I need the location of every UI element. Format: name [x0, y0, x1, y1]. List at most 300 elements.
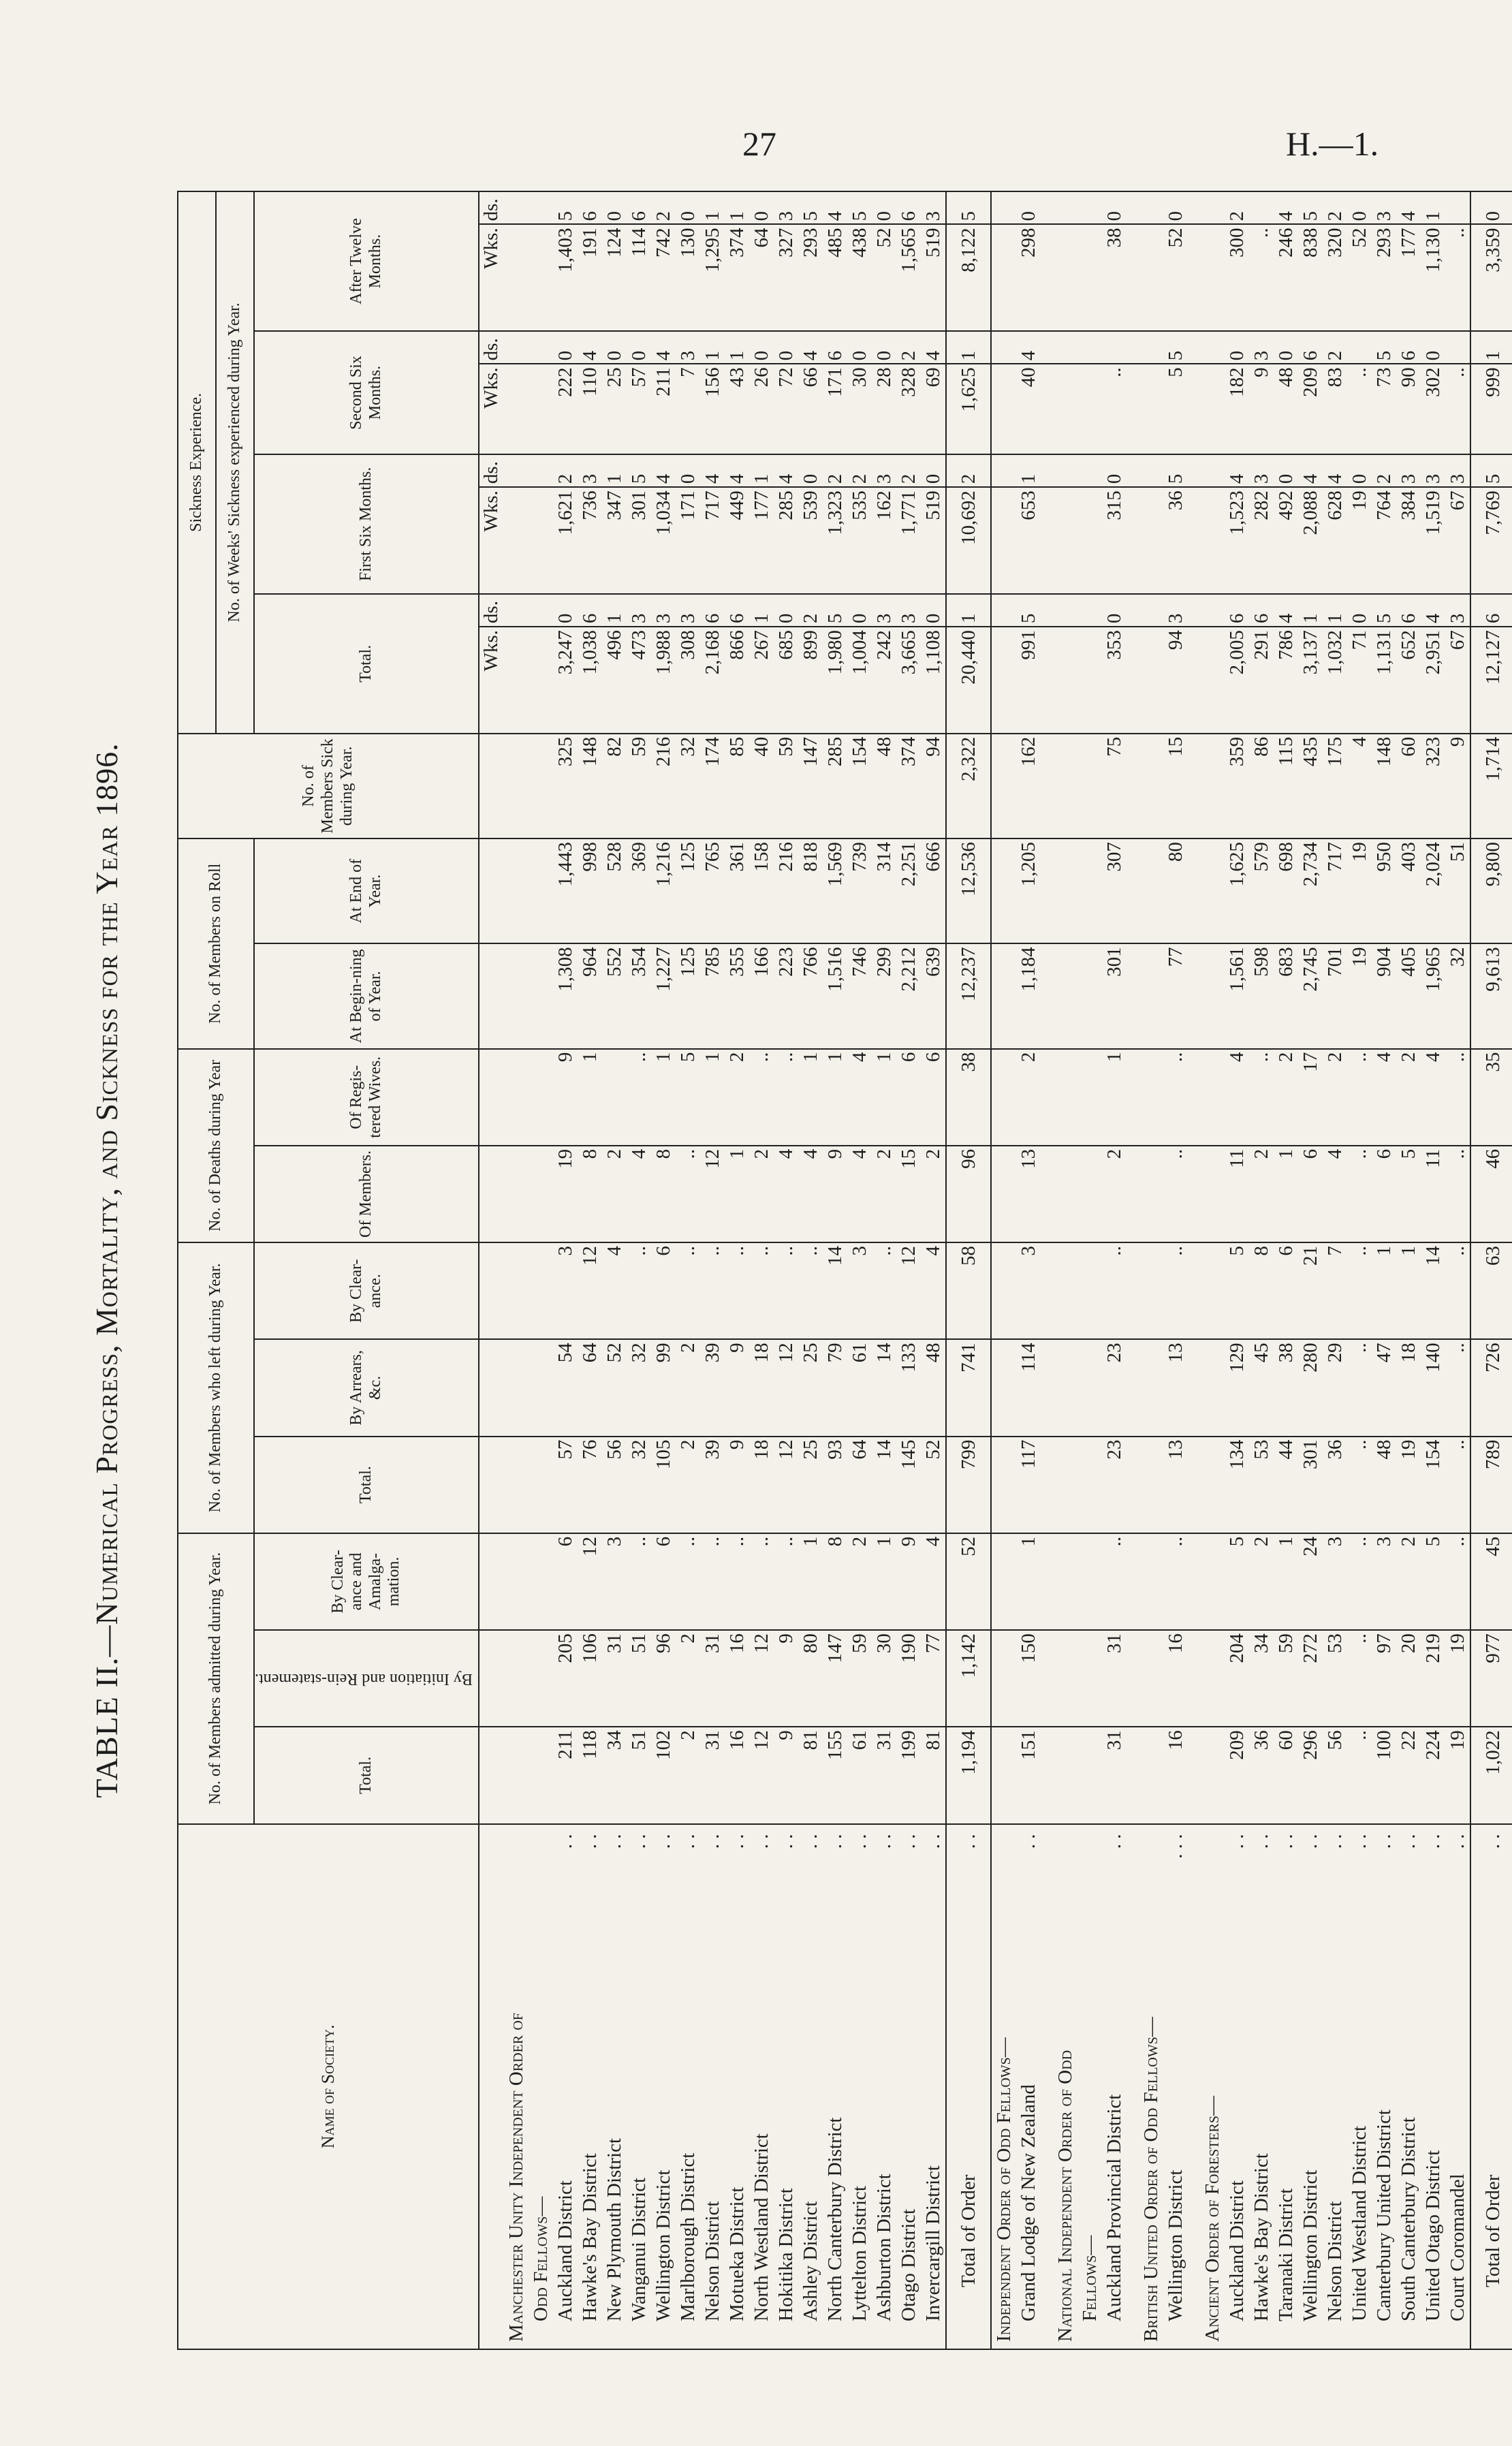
table-cell: 405	[1396, 943, 1421, 1048]
table-cell: 0	[872, 331, 896, 364]
table-cell: 320	[1323, 224, 1347, 331]
table-cell: 100	[1372, 1727, 1396, 1823]
table-cell: 1,038	[578, 627, 602, 734]
table-cell: 60	[1274, 1727, 1298, 1823]
unit-label: ds.	[479, 454, 504, 487]
table-cell: 6	[1249, 594, 1274, 627]
table-cell: ..	[1249, 224, 1274, 331]
society-name: Ancient Order of Foresters—	[1200, 1824, 1225, 2349]
table-cell: 118	[578, 1727, 602, 1823]
table-cell: 12	[578, 1242, 602, 1339]
table-cell: 224	[1421, 1727, 1445, 1823]
table-cell: ..	[1347, 1533, 1372, 1630]
table-row	[1225, 191, 1249, 2349]
table-cell: 3	[1445, 454, 1470, 487]
table-cell: 162	[1016, 734, 1041, 838]
table-cell: 12,127	[1470, 627, 1512, 734]
table-cell: 950	[1372, 838, 1396, 943]
table-cell: 1	[798, 1049, 823, 1146]
table-cell: 1,131	[1372, 627, 1396, 734]
table-cell: 81	[798, 1727, 823, 1823]
table-cell: 9	[1249, 364, 1274, 454]
society-name: Odd Fellows—	[529, 1824, 553, 2349]
table-cell: 4	[847, 1146, 872, 1242]
table-cell: 5	[1372, 331, 1396, 364]
table-cell: 4	[651, 454, 676, 487]
leader-dots: . .	[1017, 1834, 1039, 1849]
society-name	[1274, 1824, 1298, 2349]
society-name	[847, 1824, 872, 2349]
table-cell: 1,004	[847, 627, 872, 734]
table-cell: 307	[1102, 838, 1127, 943]
table-cell: 838	[1298, 224, 1323, 331]
table-cell: 57	[553, 1437, 578, 1533]
table-cell: 158	[749, 838, 774, 943]
table-cell: 3,247	[553, 627, 578, 734]
spacer-row	[1127, 191, 1139, 2349]
table-cell: 717	[700, 487, 725, 594]
table-cell: 2	[1372, 454, 1396, 487]
table-cell: 2,745	[1298, 943, 1323, 1048]
table-cell: 0	[847, 331, 872, 364]
table-cell: 1	[1102, 1049, 1127, 1146]
table-cell: 9	[725, 1339, 749, 1436]
table-cell: 2	[847, 1533, 872, 1630]
table-cell: 2,005	[1225, 627, 1249, 734]
table-cell: 1	[749, 454, 774, 487]
society-name-text: South Canterbury District	[1397, 2117, 1419, 2321]
table-cell: 52	[602, 1339, 627, 1436]
table-cell: 653	[1016, 487, 1041, 594]
society-name-text: Hawke's Bay District	[1250, 2153, 1272, 2321]
table-cell: 628	[1323, 487, 1347, 594]
table-cell: 999	[1470, 364, 1512, 454]
table-cell: 52	[921, 1437, 946, 1533]
table-cell: 48	[1274, 364, 1298, 454]
society-name	[774, 1824, 798, 2349]
table-cell: 717	[1323, 838, 1347, 943]
leader-dots: . .	[823, 1834, 846, 1849]
table-cell: 2	[1274, 1049, 1298, 1146]
table-cell: ..	[1102, 1533, 1127, 1630]
table-cell: 81	[921, 1727, 946, 1823]
table-cell: 31	[1102, 1727, 1127, 1823]
table-cell: 384	[1396, 487, 1421, 594]
table-cell: 57	[627, 364, 651, 454]
table-cell: 5	[1163, 331, 1188, 364]
table-cell: 6	[553, 1533, 578, 1630]
table-cell: ..	[1347, 1339, 1372, 1436]
table-cell: 3	[676, 331, 700, 364]
table-cell: 2	[1249, 1533, 1274, 1630]
table-cell: 4	[774, 454, 798, 487]
table-cell: 2	[602, 1146, 627, 1242]
order-heading-row	[1053, 191, 1077, 2349]
table-cell: 46	[1470, 1146, 1512, 1242]
table-row	[1445, 191, 1470, 2349]
table-cell	[1102, 331, 1127, 364]
header-roll-group: No. of Members on Roll	[178, 838, 254, 1049]
table-cell: 299	[872, 943, 896, 1048]
table-cell: 0	[602, 331, 627, 364]
table-cell: 2	[553, 454, 578, 487]
society-name-text: Lyttelton District	[848, 2186, 870, 2321]
table-cell: 52	[872, 224, 896, 331]
table-cell: 59	[1274, 1630, 1298, 1727]
table-cell: 2	[896, 454, 921, 487]
table-cell: 1	[946, 331, 991, 364]
table-cell: 102	[651, 1727, 676, 1823]
table-cell: 2,251	[896, 838, 921, 943]
table-cell: 0	[627, 331, 651, 364]
table-cell: 3	[896, 594, 921, 627]
table-cell: 30	[872, 1630, 896, 1727]
table-cell: 0	[676, 191, 700, 224]
table-cell: 0	[1102, 454, 1127, 487]
society-name-text: Total of Order	[957, 2174, 979, 2287]
table-cell: 1,295	[700, 224, 725, 331]
table-cell: 2	[676, 1339, 700, 1436]
table-cell: ..	[1347, 364, 1372, 454]
table-row	[1163, 191, 1188, 2349]
table-cell: 899	[798, 627, 823, 734]
society-name	[1102, 1824, 1127, 2349]
table-cell: ..	[774, 1049, 798, 1146]
header-deaths-members: Of Members.	[254, 1146, 479, 1242]
table-cell: 199	[896, 1727, 921, 1823]
table-cell: 552	[602, 943, 627, 1048]
table-cell: 5	[553, 191, 578, 224]
table-cell: 162	[872, 487, 896, 594]
table-cell: 435	[1298, 734, 1323, 838]
table-cell: 2	[921, 1146, 946, 1242]
table-cell: 190	[896, 1630, 921, 1727]
leader-dots: . .	[1397, 1834, 1419, 1849]
header-admitted-initiation-text: By Initiation and Rein-statement.	[255, 1669, 473, 1688]
society-name	[725, 1824, 749, 2349]
table-cell: 19	[1396, 1437, 1421, 1533]
society-name-text: Total of Order	[1481, 2174, 1504, 2287]
table-cell: 31	[1102, 1630, 1127, 1727]
table-cell: ..	[676, 1533, 700, 1630]
table-cell: 3	[553, 1242, 578, 1339]
table-cell: 519	[921, 487, 946, 594]
table-cell: 301	[627, 487, 651, 594]
table-cell: 6	[896, 1049, 921, 1146]
table-cell: 75	[1102, 734, 1127, 838]
table-cell: 147	[798, 734, 823, 838]
table-cell: 374	[725, 224, 749, 331]
table-cell: 0	[1421, 331, 1445, 364]
table-cell: 86	[1249, 734, 1274, 838]
table-cell: ..	[1347, 1049, 1372, 1146]
table-cell: 31	[602, 1630, 627, 1727]
table-cell: 2	[676, 1437, 700, 1533]
table-cell: ..	[749, 1242, 774, 1339]
table-row	[602, 191, 627, 2349]
table-cell: 12	[896, 1242, 921, 1339]
table-cell: 0	[553, 594, 578, 627]
table-cell: 1,142	[946, 1630, 991, 1727]
header-members-sick: No. of Members Sick during Year.	[178, 734, 479, 838]
table-cell	[1445, 331, 1470, 364]
leader-dots: . .	[627, 1834, 650, 1849]
table-cell: 4	[798, 331, 823, 364]
order-heading-row	[529, 191, 553, 2349]
table-cell: 66	[798, 364, 823, 454]
table-cell: 16	[1163, 1727, 1188, 1823]
table-cell: 2,951	[1421, 627, 1445, 734]
table-cell: 125	[676, 943, 700, 1048]
table-cell: 150	[1016, 1630, 1041, 1727]
table-cell: 1,516	[823, 943, 847, 1048]
table-cell: 4	[1016, 331, 1041, 364]
table-cell: 3	[872, 454, 896, 487]
table-cell: 177	[749, 487, 774, 594]
society-name-text: Ashley District	[799, 2201, 821, 2321]
table-cell: 6	[1372, 1146, 1396, 1242]
table-cell: 3	[1249, 331, 1274, 364]
table-cell: 16	[1163, 1630, 1188, 1727]
table-cell: 4	[1225, 1049, 1249, 1146]
table-cell: 29	[1323, 1339, 1347, 1436]
society-name-text: Canterbury United District	[1372, 2110, 1395, 2321]
table-cell: 374	[896, 734, 921, 838]
table-cell	[602, 1049, 627, 1146]
table-cell: ..	[1347, 1630, 1372, 1727]
leader-dots: . .	[774, 1834, 797, 1849]
table-cell: 6	[1225, 594, 1249, 627]
header-deaths-group: No. of Deaths during Year	[178, 1049, 254, 1242]
table-cell: 300	[1225, 224, 1249, 331]
table-cell: 485	[823, 224, 847, 331]
table-cell: 24	[1298, 1533, 1323, 1630]
table-cell: 2	[651, 191, 676, 224]
units-row	[479, 191, 504, 2349]
table-cell: 1,216	[651, 838, 676, 943]
table-cell: 3	[1016, 1242, 1041, 1339]
table-cell: 519	[921, 224, 946, 331]
table-cell: 12,536	[946, 838, 991, 943]
table-cell: 79	[823, 1339, 847, 1436]
table-cell: 1	[725, 1146, 749, 1242]
table-cell: 10,692	[946, 487, 991, 594]
table-cell: 36	[1323, 1437, 1347, 1533]
table-cell: 0	[921, 454, 946, 487]
table-cell: 216	[774, 838, 798, 943]
table-cell: 12,237	[946, 943, 991, 1048]
table-cell: 154	[1421, 1437, 1445, 1533]
table-cell: ..	[1163, 1146, 1188, 1242]
table-cell: 11	[1421, 1146, 1445, 1242]
society-name: Manchester Unity Independent Order of	[504, 1824, 529, 2349]
table-cell: 0	[847, 594, 872, 627]
table-cell: 30	[847, 364, 872, 454]
society-name	[1421, 1824, 1445, 2349]
header-admitted-total: Total.	[254, 1727, 479, 1823]
table-cell: 45	[1249, 1339, 1274, 1436]
table-cell: ..	[1163, 1533, 1188, 1630]
society-name	[798, 1824, 823, 2349]
table-cell: 52	[1163, 224, 1188, 331]
society-name	[676, 1824, 700, 2349]
table-cell: 3	[1445, 594, 1470, 627]
table-cell: 80	[1163, 838, 1188, 943]
table-cell: 145	[896, 1437, 921, 1533]
table-cell: 1	[1274, 1146, 1298, 1242]
table-cell: 785	[700, 943, 725, 1048]
table-cell: 1	[1421, 191, 1445, 224]
table-cell: 3	[627, 594, 651, 627]
table-cell: 473	[627, 627, 651, 734]
table-cell	[1347, 331, 1372, 364]
header-roll-begin: At Begin-ning of Year.	[254, 943, 479, 1048]
table-cell: 2	[1396, 1533, 1421, 1630]
table-cell: 766	[798, 943, 823, 1048]
table-cell: 301	[1298, 1437, 1323, 1533]
table-cell: 438	[847, 224, 872, 331]
table-cell: 82	[602, 734, 627, 838]
table-cell: 59	[627, 734, 651, 838]
table-cell: 6	[921, 1049, 946, 1146]
table-row	[553, 191, 578, 2349]
table-cell: 4	[651, 331, 676, 364]
table-cell: 8	[823, 1533, 847, 1630]
document-reference: H.—1.	[1286, 125, 1379, 163]
table-row	[847, 191, 872, 2349]
table-cell: 1	[1396, 1242, 1421, 1339]
table-cell: 1	[798, 1533, 823, 1630]
table-cell: 3	[921, 191, 946, 224]
table-cell: 211	[651, 364, 676, 454]
table-cell: 5	[1372, 594, 1396, 627]
table-cell: 6	[651, 1533, 676, 1630]
table-cell: 99	[651, 1339, 676, 1436]
table-cell: 1,569	[823, 838, 847, 943]
table-cell: 2	[1396, 1049, 1421, 1146]
table-cell: 16	[725, 1727, 749, 1823]
table-cell: 19	[553, 1146, 578, 1242]
society-name	[1347, 1824, 1372, 2349]
table-cell: ..	[1102, 364, 1127, 454]
table-row	[1298, 191, 1323, 2349]
order-heading-row	[504, 191, 529, 2349]
society-name-text: Wellington District	[1164, 2169, 1186, 2321]
table-cell: 359	[1225, 734, 1249, 838]
table-cell: 67	[1445, 627, 1470, 734]
table-cell: 4	[1421, 594, 1445, 627]
table-cell: 1	[602, 454, 627, 487]
table-cell: 6	[627, 191, 651, 224]
table-cell: 3	[872, 594, 896, 627]
table-cell: 1,625	[1225, 838, 1249, 943]
table-cell: 361	[725, 838, 749, 943]
table-cell: 6	[1396, 331, 1421, 364]
table-cell: 2	[847, 454, 872, 487]
table-cell: 5	[1298, 191, 1323, 224]
table-row	[896, 191, 921, 2349]
table-cell: 9	[823, 1146, 847, 1242]
table-cell: 280	[1298, 1339, 1323, 1436]
table-cell: 0	[1225, 331, 1249, 364]
table-cell: 639	[921, 943, 946, 1048]
table-cell: 2	[1323, 331, 1347, 364]
table-cell: 0	[921, 594, 946, 627]
society-name	[700, 1824, 725, 2349]
table-cell: 4	[1421, 1049, 1445, 1146]
table-cell: 4	[921, 1533, 946, 1630]
table-cell: 32	[676, 734, 700, 838]
table-cell: 666	[921, 838, 946, 943]
table-cell: 0	[1274, 331, 1298, 364]
table-cell: 117	[1016, 1437, 1041, 1533]
table-cell: 94	[1163, 627, 1188, 734]
spacer-row	[1188, 191, 1200, 2349]
table-cell: 20	[1396, 1630, 1421, 1727]
table-cell: 736	[578, 487, 602, 594]
table-cell: 0	[798, 454, 823, 487]
leader-dots: . .	[1103, 1834, 1125, 1849]
table-cell: 539	[798, 487, 823, 594]
society-name-text: Wellington District	[1299, 2169, 1321, 2321]
table-cell: 44	[1274, 1437, 1298, 1533]
table-cell: 315	[1102, 487, 1127, 594]
table-cell: 58	[946, 1242, 991, 1339]
table-cell: 9,800	[1470, 838, 1512, 943]
table-cell: 0	[1347, 594, 1372, 627]
table-cell: 166	[749, 943, 774, 1048]
table-cell: 282	[1249, 487, 1274, 594]
table-cell: 327	[774, 224, 798, 331]
table-cell: 6	[578, 191, 602, 224]
table-cell: 298	[1016, 224, 1041, 331]
table-cell: 5	[1163, 364, 1188, 454]
header-name-of-society: Name of Society.	[178, 1824, 479, 2349]
table-cell: 0	[749, 331, 774, 364]
table-cell: 39	[700, 1437, 725, 1533]
table-cell: 323	[1421, 734, 1445, 838]
table-cell: 222	[553, 364, 578, 454]
society-name	[1323, 1824, 1347, 2349]
table-cell: 347	[602, 487, 627, 594]
rotated-table-page	[89, 191, 1504, 2350]
society-name	[872, 1824, 896, 2349]
table-cell: 2,734	[1298, 838, 1323, 943]
society-name-text: New Plymouth District	[603, 2137, 625, 2321]
table-row	[1102, 191, 1127, 2349]
table-cell: 40	[749, 734, 774, 838]
table-cell: 0	[1102, 594, 1127, 627]
leader-dots: . .	[1348, 1834, 1370, 1849]
table-cell: 683	[1274, 943, 1298, 1048]
table-cell: 12	[578, 1533, 602, 1630]
society-name-text: Auckland District	[1225, 2180, 1248, 2321]
table-cell: 8	[1249, 1242, 1274, 1339]
society-name-text: Grand Lodge of New Zealand	[1017, 2084, 1039, 2321]
table-cell: 9	[774, 1727, 798, 1823]
table-cell: 12	[774, 1437, 798, 1533]
table-cell: 4	[798, 1146, 823, 1242]
table-cell: 35	[1470, 1049, 1512, 1146]
page-number: 27	[742, 125, 776, 163]
table-cell: ..	[1445, 1533, 1470, 1630]
table-cell: 80	[798, 1630, 823, 1727]
table-cell: 90	[1396, 364, 1421, 454]
table-cell: 125	[676, 838, 700, 943]
header-weeks-after: After Twelve Months.	[254, 191, 479, 331]
table-cell: 34	[602, 1727, 627, 1823]
table-cell: 0	[774, 331, 798, 364]
